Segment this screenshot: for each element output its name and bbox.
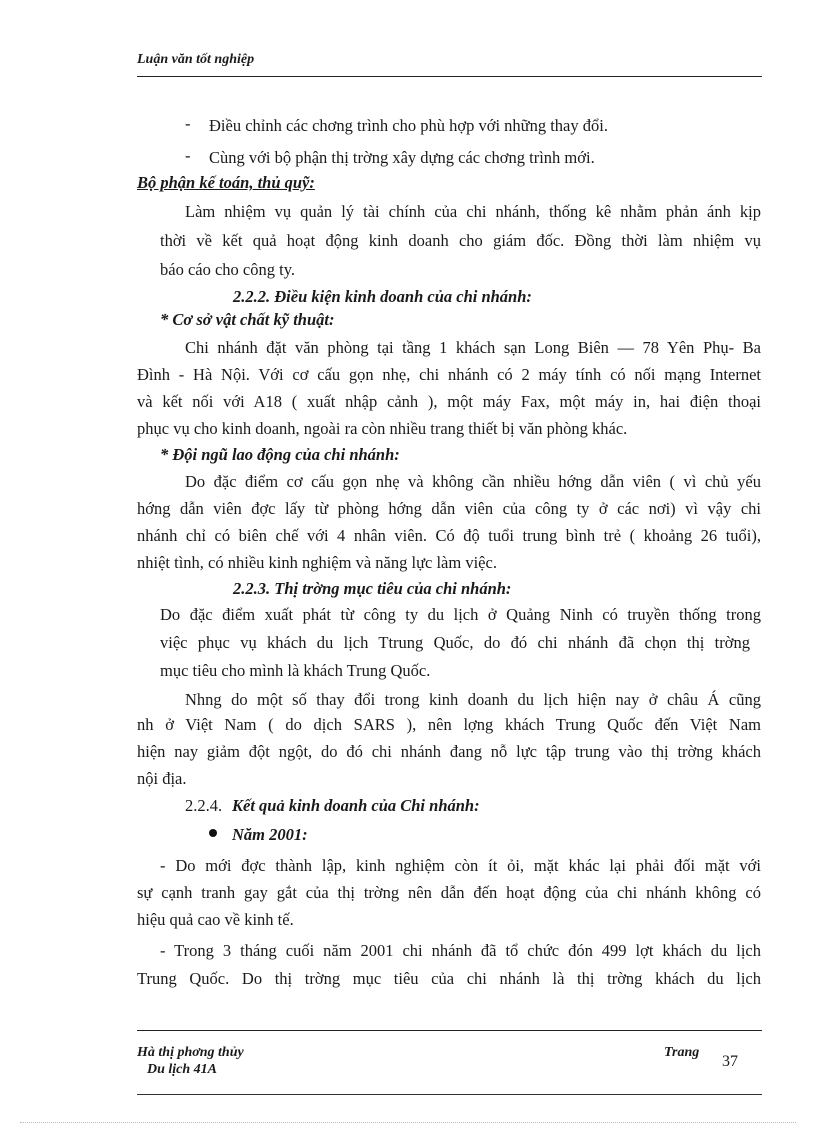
paragraph-line: Trung Quốc. Do thị trờng mục tiêu của chi nhánh là thị trờng khách du lịch: [137, 969, 761, 988]
paragraph-line: Chi nhánh đặt văn phòng tại tầng 1 khách sạn Long Biên — 78 Yên Phụ- Ba: [185, 338, 761, 357]
paragraph-line: và kết nối với A18 ( xuất nhập cảnh ), một máy Fax, một máy in, hai điện thoại: [137, 392, 761, 411]
paragraph-line: sự cạnh tranh gay gắt của thị trờng nên dẫn đến hoạt động của chi nhánh không có: [137, 883, 761, 902]
section-heading: Bộ phận kế toán, thủ quỹ:: [137, 173, 315, 192]
paragraph-line: hiện nay giảm đột ngột, do đó chi nhánh đang nỗ lực tập trung vào thị trờng khách: [137, 742, 761, 761]
paragraph-line: thời về kết quả hoạt động kinh doanh cho giám đốc. Đồng thời làm nhiệm vụ: [160, 231, 761, 250]
section-heading: 2.2.2. Điều kiện kinh doanh của chi nhánh:: [233, 287, 532, 306]
footer-class: Du lịch 41A: [147, 1062, 218, 1077]
paragraph-line: hớng dẫn viên đợc lấy từ phòng hớng dẫn viên của công ty ở các nơi) vì vậy chi: [137, 499, 761, 518]
section-number: 2.2.4.: [185, 796, 223, 815]
paragraph-line: Đình - Hà Nội. Với cơ cấu gọn nhẹ, chi nhánh có 2 máy tính có nối mạng Internet: [137, 365, 761, 384]
footer-bottom-rule: [137, 1094, 762, 1095]
paragraph-line: - Do mới đợc thành lập, kinh nghiệm còn ít ỏi, mặt khác lại phải đối mặt với: [160, 856, 761, 875]
section-heading: Kết quả kinh doanh của Chi nhánh:: [232, 796, 480, 815]
paragraph-line: Do đặc điểm xuất phát từ công ty du lịch ở Quảng Ninh có truyền thống trong: [160, 605, 761, 624]
list-item: Điều chỉnh các chơng trình cho phù hợp với những thay đổi.: [209, 116, 608, 135]
paragraph-line: báo cáo cho công ty.: [160, 260, 296, 279]
sub-heading: * Cơ sở vật chất kỹ thuật:: [160, 310, 335, 329]
paragraph-line: việc phục vụ khách du lịch Ttrung Quốc, do đó chi nhánh đã chọn thị trờng: [160, 633, 750, 652]
paragraph-line: Do đặc điểm cơ cấu gọn nhẹ và không cần nhiều hớng dẫn viên ( vì chủ yếu: [185, 472, 761, 491]
paragraph-line: nhánh chỉ có biên chế với 4 nhân viên. Có độ tuổi trung bình trẻ ( khoảng 26 tuổi),: [137, 526, 761, 545]
paragraph-line: nội địa.: [137, 769, 187, 788]
sub-heading: * Đội ngũ lao động của chi nhánh:: [160, 445, 400, 464]
paragraph-line: hiệu quả cao về kinh tế.: [137, 910, 294, 929]
footer-page-number: 37: [722, 1053, 738, 1070]
bullet-dot-icon: [209, 829, 217, 837]
dash-marker: -: [185, 114, 191, 133]
paragraph-line: Nhng do một số thay đổi trong kinh doanh du lịch hiện nay ở châu Á cũng: [185, 690, 761, 709]
paragraph-line: nh ở Việt Nam ( do dịch SARS ), nên lợng khách Trung Quốc đến Việt Nam: [137, 715, 761, 734]
paragraph-line: Làm nhiệm vụ quản lý tài chính của chi nhánh, thống kê nhằm phản ánh kịp: [185, 202, 761, 221]
paragraph-line: nhiệt tình, có nhiều kinh nghiệm và năng lực làm việc.: [137, 553, 497, 572]
footer-page-label: Trang: [664, 1045, 700, 1060]
sub-heading: Năm 2001:: [232, 825, 308, 844]
paragraph-line: - Trong 3 tháng cuối năm 2001 chi nhánh đã tổ chức đón 499 lợt khách du lịch: [160, 941, 761, 960]
list-item: Cùng với bộ phận thị trờng xây dựng các chơng trình mới.: [209, 148, 595, 167]
footer-author: Hà thị phơng thủy: [137, 1045, 244, 1060]
header-title: Luận văn tốt nghiệp: [137, 52, 255, 67]
paragraph-line: mục tiêu cho mình là khách Trung Quốc.: [160, 661, 431, 680]
section-heading: 2.2.3. Thị trờng mục tiêu của chi nhánh:: [233, 579, 512, 598]
dash-marker: -: [185, 146, 191, 165]
paragraph-line: phục vụ cho kinh doanh, ngoài ra còn nhiều trang thiết bị văn phòng khác.: [137, 419, 628, 438]
footer-rule: [137, 1030, 762, 1031]
header-rule: [137, 76, 762, 77]
